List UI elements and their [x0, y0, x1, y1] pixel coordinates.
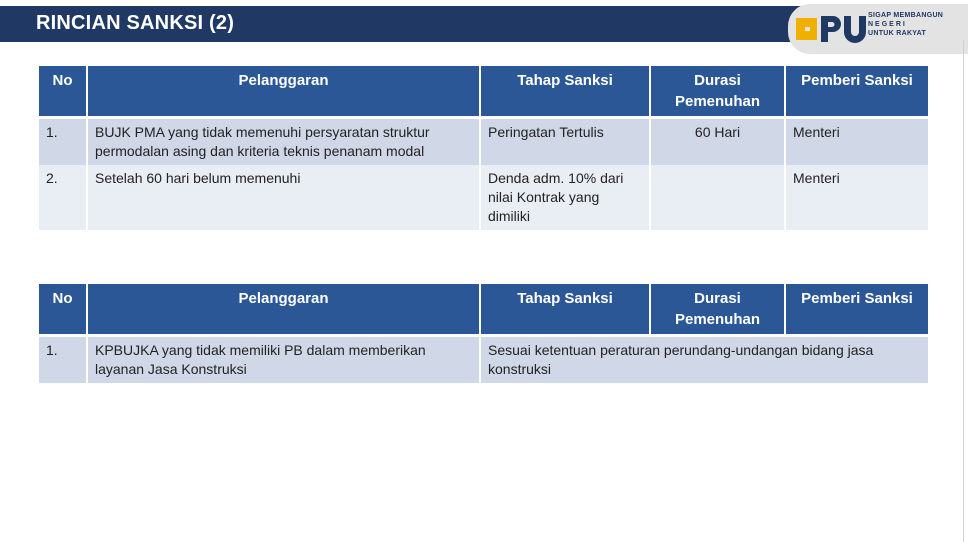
cell-pemberi: Menteri	[785, 165, 928, 230]
col-header-tahap-sanksi: Tahap Sanksi	[480, 284, 650, 336]
cell-pelanggaran: KPBUJKA yang tidak memiliki PB dalam memberikan layanan Jasa Konstruksi	[87, 336, 480, 384]
cell-no: 2.	[39, 165, 87, 230]
col-header-durasi-pemenuhan: Durasi Pemenuhan	[650, 284, 785, 336]
logo-tagline: SIGAP MEMBANGUN NEGERI UNTUK RAKYAT	[868, 12, 944, 37]
cell-durasi	[650, 165, 785, 230]
pu-logo	[788, 4, 968, 54]
cell-no: 1.	[39, 118, 87, 166]
cell-pemberi: Menteri	[785, 118, 928, 166]
page-edge	[963, 40, 964, 542]
cell-pelanggaran: BUJK PMA yang tidak memenuhi persyaratan struktur permodalan asing dan kriteria teknis penanam modal	[87, 118, 480, 166]
sanction-table-1	[39, 66, 928, 230]
cell-durasi: 60 Hari	[650, 118, 785, 166]
cell-tahap-sanksi: Denda adm. 10% dari nilai Kontrak yang dimiliki	[480, 165, 650, 230]
col-header-tahap-sanksi: Tahap Sanksi	[480, 66, 650, 118]
table-row	[39, 118, 928, 166]
table-row	[39, 336, 928, 384]
table-row	[39, 165, 928, 230]
col-header-no: No	[39, 66, 87, 118]
col-header-pemberi-sanksi: Pemberi Sanksi	[785, 284, 928, 336]
col-header-pelanggaran: Pelanggaran	[87, 66, 480, 118]
col-header-pemberi-sanksi: Pemberi Sanksi	[785, 66, 928, 118]
col-header-pelanggaran: Pelanggaran	[87, 284, 480, 336]
table-header-row	[39, 66, 928, 118]
cell-pelanggaran: Setelah 60 hari belum memenuhi	[87, 165, 480, 230]
cell-tahap-sanksi-merged: Sesuai ketentuan peraturan perundang-undangan bidang jasa konstruksi	[480, 336, 928, 384]
sanction-table-2	[39, 284, 928, 383]
page-title: RINCIAN SANKSI (2)	[36, 12, 235, 34]
col-header-durasi-pemenuhan: Durasi Pemenuhan	[650, 66, 785, 118]
pu-logo-icon	[796, 12, 868, 46]
cell-tahap-sanksi: Peringatan Tertulis	[480, 118, 650, 166]
cell-no: 1.	[39, 336, 87, 384]
table-header-row	[39, 284, 928, 336]
col-header-no: No	[39, 284, 87, 336]
